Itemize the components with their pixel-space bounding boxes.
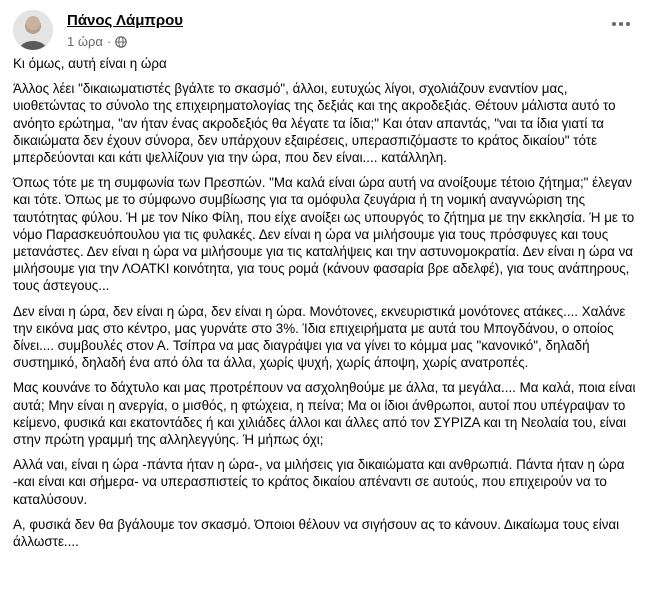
author-name[interactable]: Πάνος Λάμπρου (67, 12, 184, 29)
post-paragraph: Α, φυσικά δεν θα βγάλουμε τον σκασμό. Όποιοι θέλουν να σιγήσουν ας το κάνουν. Δικαίωμα τους είναι άλλωστε.... (13, 516, 620, 550)
post-paragraph: Όπως τότε με τη συμφωνία των Πρεσπών. "Μα καλά είναι ώρα αυτή να ανοίξουμε τέτοιο ζήτημα;" έλεγαν και τότε. Όπως με το σύμφωνο συμβίωσης για τα ομόφυλα ζευγάρια ή τη νομική αναγνώριση της ταυτότητας φύλου. Ή με τον Νίκο Φίλη, που είχε ανοίξει ως υπουργός το ζήτημα με την εκκλησία. Ή με το νόμο Παρασκευόπουλου για τις φυλακές. Δεν είναι η ώρα να μιλήσουμε για τους πρόσφυγες και τους μετανάστες. Δεν είναι η ώρα να μιλήσουμε για τις καταλήψεις και την αστυνομοκρατία. Δεν είναι η ώρα να μιλήσουμε για την ΛΟΑΤΚΙ κοινότητα, για τους ρομά (κάνουν φασαρία βρε αδελφέ), για τους ανάπηρους, τους άστεγους... (13, 175, 635, 294)
post-meta (67, 34, 127, 49)
post-paragraph: Μας κουνάνε το δάχτυλο και μας προτρέπουν να ασχοληθούμε με άλλα, τα μεγάλα.... Μα καλά, ποια είναι αυτά; Μην είναι η ανεργία, ο μισθός, η φτώχεια, η πείνα; Μα οι ίδιοι άνθρωποι, αυτοί που υπέγραψαν το κείμενο, φυσικά και εκατοντάδες ή και χιλιάδες άλλοι και άλλες από τον ΣΥΡΙΖΑ και τη Νεολαία του, είναι στην πρώτη γραμμή της αλληλεγγύης. Ή μήπως όχι; (13, 380, 636, 448)
dot-icon (626, 22, 630, 26)
post-paragraph: Δεν είναι η ώρα, δεν είναι η ώρα, δεν είναι η ώρα. Μονότονες, εκνευριστικά μονότονες ατάκες.... Χαλάνε την εικόνα μας στο κέντρο, μας γυρνάτε στο 3%. Ίδια επιχειρήματα με αυτά του Μπογδάνου, ο οποίος δίνει.... συμβουλές στον Α. Τσίπρα να μας διαγράψει για να γίνει το κόμμα μας "κανονικό", δηλαδή συστημικό, δηλαδή ένα από όλα τα άλλα, χωρίς ψυχή, χωρίς άποψη, χωρίς ανατροπές. (13, 303, 626, 371)
post-text (13, 55, 637, 558)
post-paragraph: Άλλος λέει "δικαιωματιστές βγάλτε το σκασμό", άλλοι, ευτυχώς λίγοι, σχολιάζουν εναντίον μας, υιοθετώντας το σύνολο της επιχειρηματολογίας της δεξιάς και της ακροδεξιάς. Θέτουν μάλιστα αυτό το ανόητο ερώτημα, "αν ήταν ένας ακροδεξιός θα λέγατε τα ίδια;" Και όταν απαντάς, "ναι τα ίδια γιατί τα δικαιώματα δεν έχουν σύνορα, δεν υπάρχουν εξαιρέσεις, υπερασπιζόμαστε το κράτος δικαίου" τότε μπερδεύονται και κάτι ψελλίζουν για την ώρα, που δεν είναι.... κατάλληλη. (13, 81, 616, 166)
avatar-image (13, 10, 53, 50)
separator-dot: · (106, 34, 112, 49)
post-paragraph: Αλλά ναι, είναι η ώρα -πάντα ήταν η ώρα-, να μιλήσεις για δικαιώματα και ανθρωπιά. Πάντα ήταν η ώρα -και είναι και σήμερα- να υπερασπιστείς το κράτος δικαίου απέναντι σε αυτούς, που επιχειρούν να το καταλύσουν. (13, 457, 625, 507)
post-header (13, 8, 637, 52)
post-time[interactable]: 1 ώρα (67, 34, 103, 49)
dot-icon (619, 22, 623, 26)
more-options-button[interactable] (605, 12, 637, 36)
globe-icon (115, 36, 127, 48)
dot-icon (612, 22, 616, 26)
post-paragraph: Κι όμως, αυτή είναι η ώρα (13, 56, 167, 71)
avatar[interactable] (13, 10, 53, 50)
